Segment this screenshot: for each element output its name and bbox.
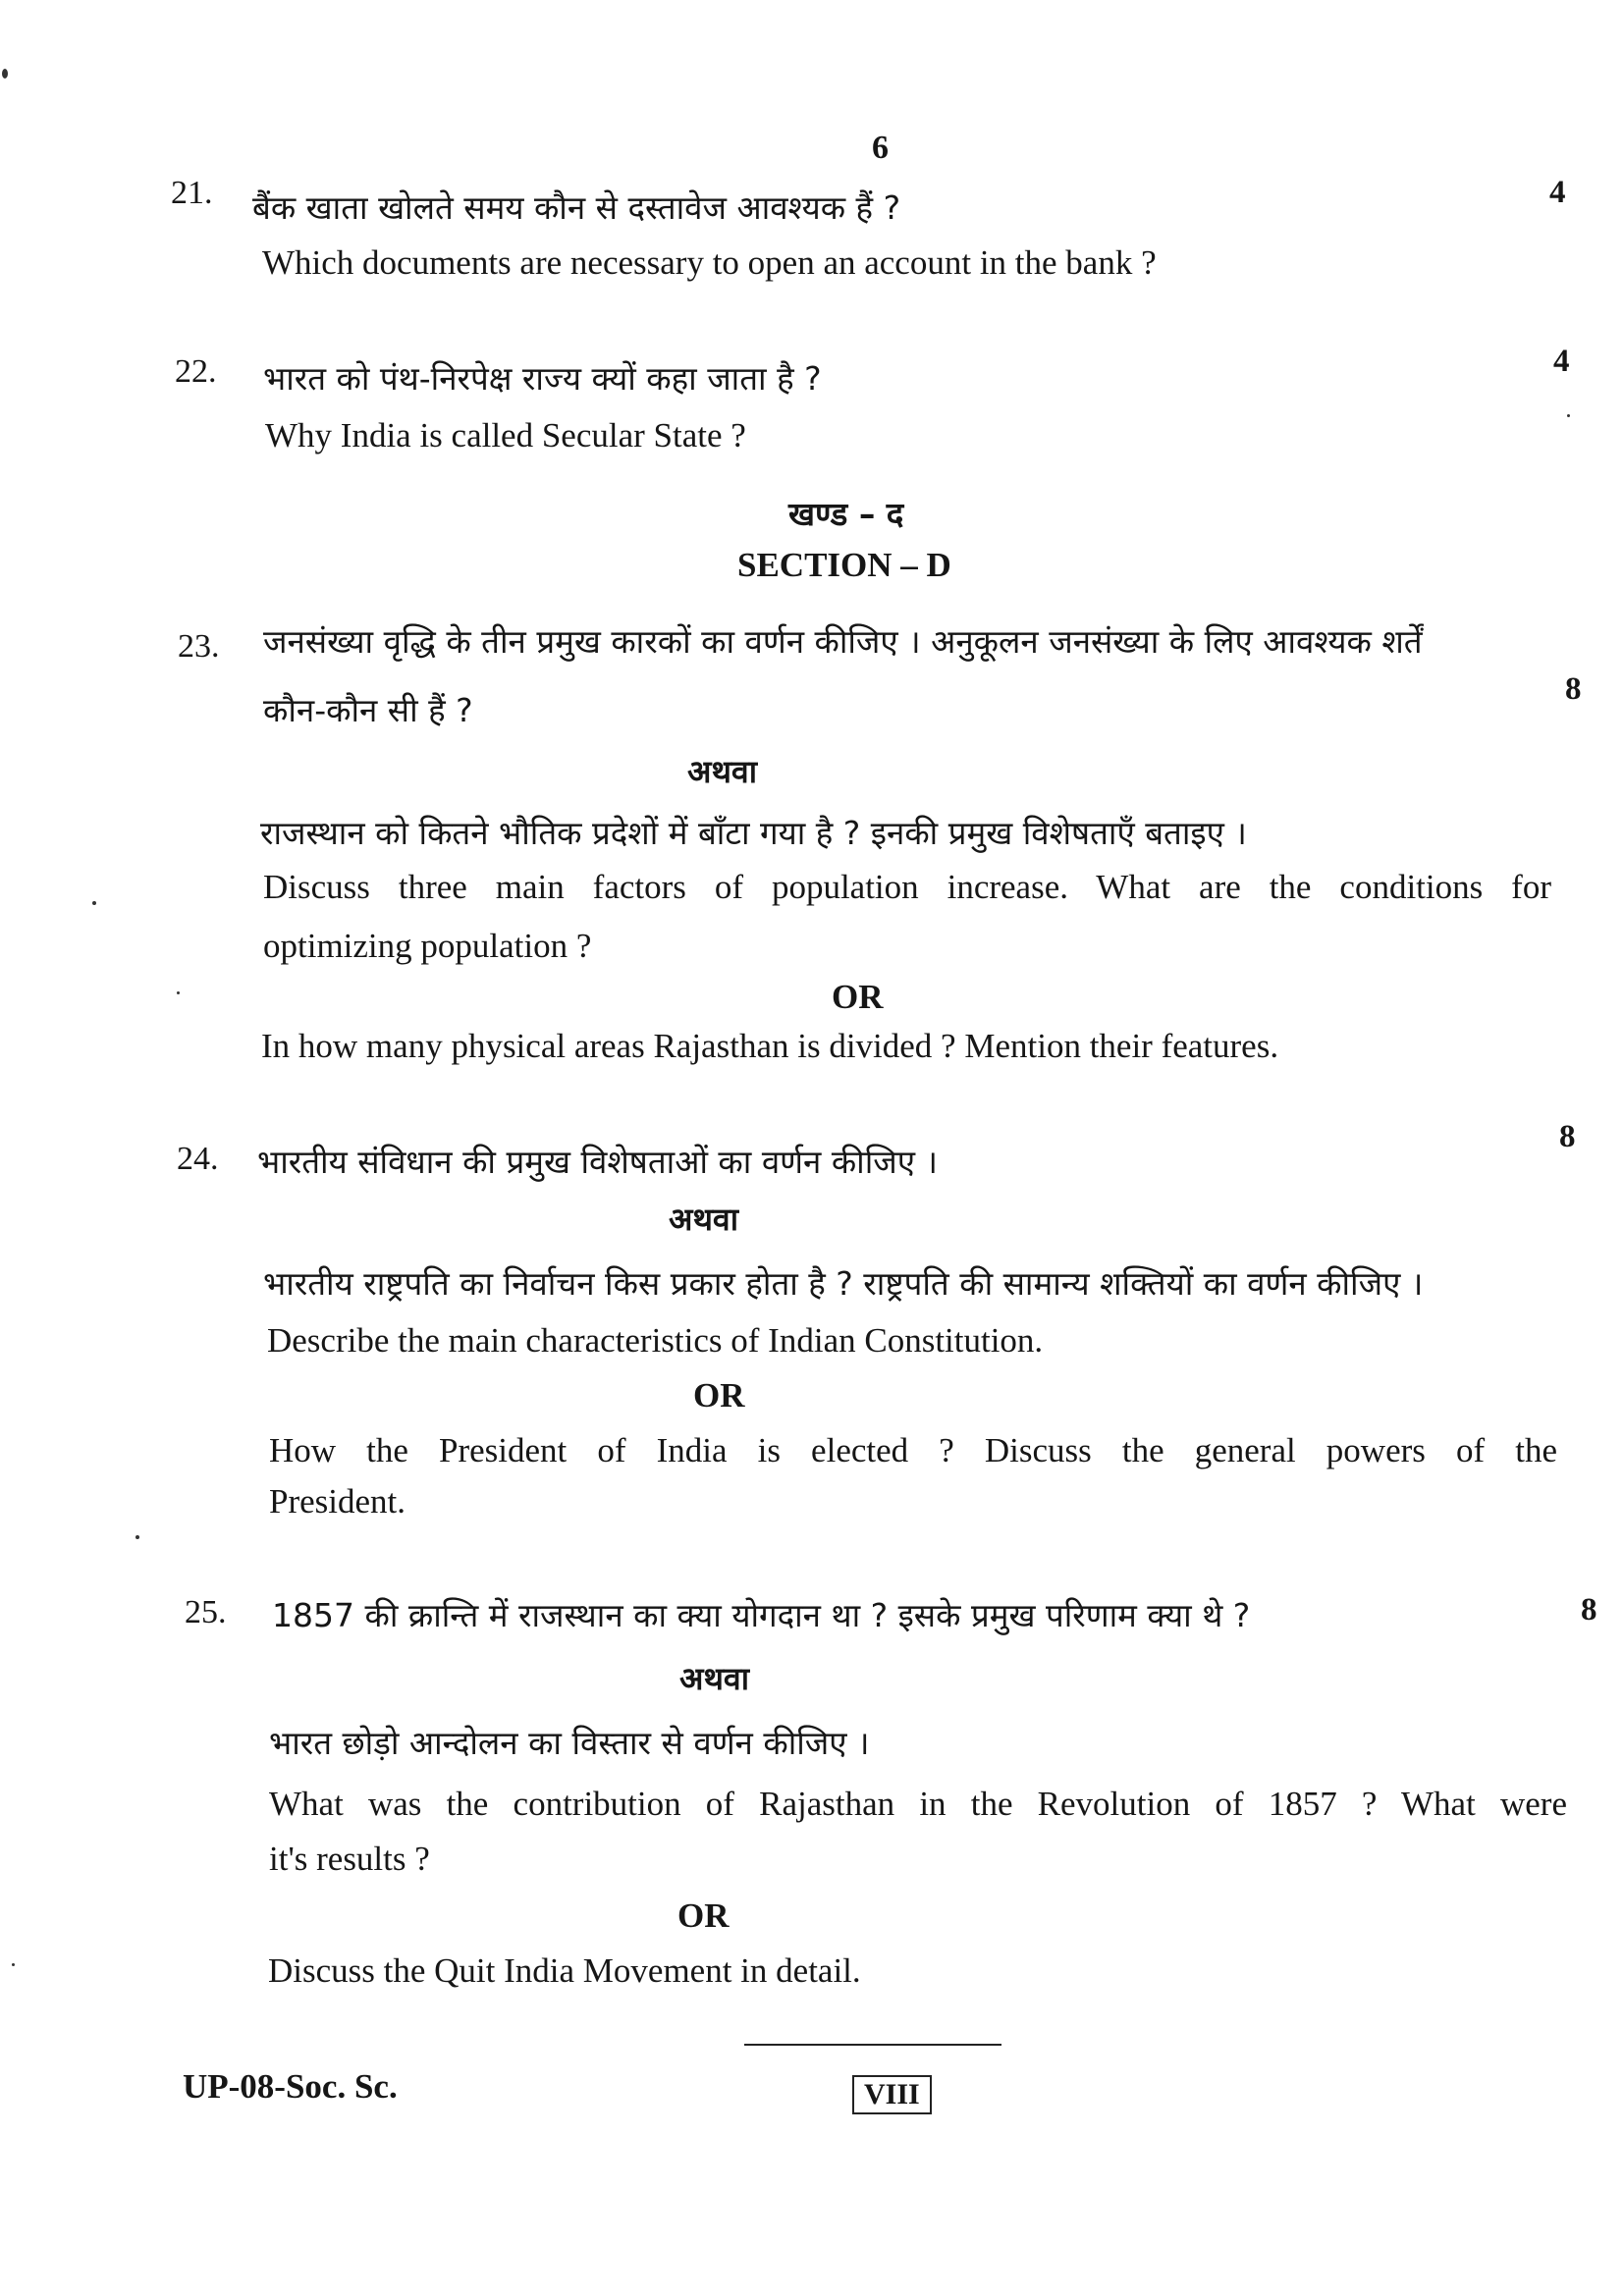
question-text-hindi: भारतीय संविधान की प्रमुख विशेषताओं का वर्णन कीजिए ।	[257, 1143, 938, 1181]
or-label-english: OR	[693, 1376, 745, 1415]
question-number: 22.	[175, 353, 217, 390]
question-number: 25.	[185, 1594, 227, 1630]
or-label-english: OR	[832, 978, 884, 1016]
question-number: 21.	[171, 175, 213, 211]
question-number: 24.	[177, 1141, 219, 1177]
question-text-english: Which documents are necessary to open an account in the bank ?	[262, 243, 1157, 282]
question-text-english-line-1: Discuss three main factors of population increase. What are the conditions for	[263, 868, 1551, 906]
scan-speck	[2, 69, 8, 79]
alternative-text-english-line-2: President.	[269, 1482, 406, 1521]
question-text-english-line-2: optimizing population ?	[263, 927, 592, 965]
question-marks: 8	[1565, 671, 1582, 707]
question-marks: 8	[1559, 1119, 1576, 1154]
scan-speck	[1567, 414, 1570, 417]
question-marks: 4	[1553, 344, 1570, 379]
or-label-hindi: अथवा	[687, 753, 757, 790]
alternative-text-hindi: भारत छोड़ो आन्दोलन का विस्तार से वर्णन कीजिए ।	[269, 1724, 870, 1762]
alternative-text-english: In how many physical areas Rajasthan is divided ? Mention their features.	[261, 1027, 1279, 1065]
alternative-text-english: Discuss the Quit India Movement in detail.	[268, 1951, 861, 1990]
alternative-text-english-line-1: How the President of India is elected ? Discuss the general powers of the	[269, 1431, 1557, 1469]
scan-speck	[135, 1535, 139, 1539]
section-heading-hindi: खण्ड – द	[788, 495, 904, 533]
question-marks: 4	[1549, 175, 1566, 210]
question-text-english-line-2: it's results ?	[269, 1840, 430, 1878]
question-text-english-line-1: What was the contribution of Rajasthan in the Revolution of 1857 ? What were	[269, 1785, 1567, 1823]
or-label-hindi: अथवा	[679, 1660, 749, 1697]
paper-code: UP-08-Soc. Sc.	[183, 2067, 398, 2106]
question-text-english: Why India is called Secular State ?	[265, 416, 746, 454]
scan-speck	[12, 1963, 15, 1966]
question-text-hindi: भारत को पंथ-निरपेक्ष राज्य क्यों कहा जाता है ?	[263, 359, 822, 398]
footer-rule	[744, 2044, 1001, 2046]
question-number: 23.	[178, 628, 220, 665]
question-text-hindi: 1857 की क्रान्ति में राजस्थान का क्या योगदान था ? इसके प्रमुख परिणाम क्या थे ?	[272, 1596, 1251, 1634]
question-text-hindi: बैंक खाता खोलते समय कौन से दस्तावेज आवश्यक हैं ?	[252, 188, 901, 227]
question-text-english: Describe the main characteristics of Indian Constitution.	[267, 1321, 1044, 1360]
page-roman-number: VIII	[852, 2075, 932, 2114]
question-marks: 8	[1581, 1592, 1597, 1628]
alternative-text-hindi: भारतीय राष्ट्रपति का निर्वाचन किस प्रकार होता है ? राष्ट्रपति की सामान्य शक्तियों का वर्णन कीजिए ।	[263, 1264, 1424, 1303]
question-text-hindi-line-1: जनसंख्या वृद्धि के तीन प्रमुख कारकों का वर्णन कीजिए । अनुकूलन जनसंख्या के लिए आवश्यक शर्तें	[263, 622, 1423, 661]
question-text-hindi-line-2: कौन-कौन सी हैं ?	[263, 691, 473, 729]
alternative-text-hindi: राजस्थान को कितने भौतिक प्रदेशों में बाँटा गया है ? इनकी प्रमुख विशेषताएँ बताइए ।	[260, 814, 1247, 852]
or-label-english: OR	[677, 1896, 730, 1935]
scan-speck	[177, 991, 180, 994]
scan-speck	[92, 901, 96, 905]
page-number: 6	[872, 130, 889, 166]
section-heading-english: SECTION – D	[737, 546, 951, 584]
or-label-hindi: अथवा	[669, 1201, 738, 1238]
